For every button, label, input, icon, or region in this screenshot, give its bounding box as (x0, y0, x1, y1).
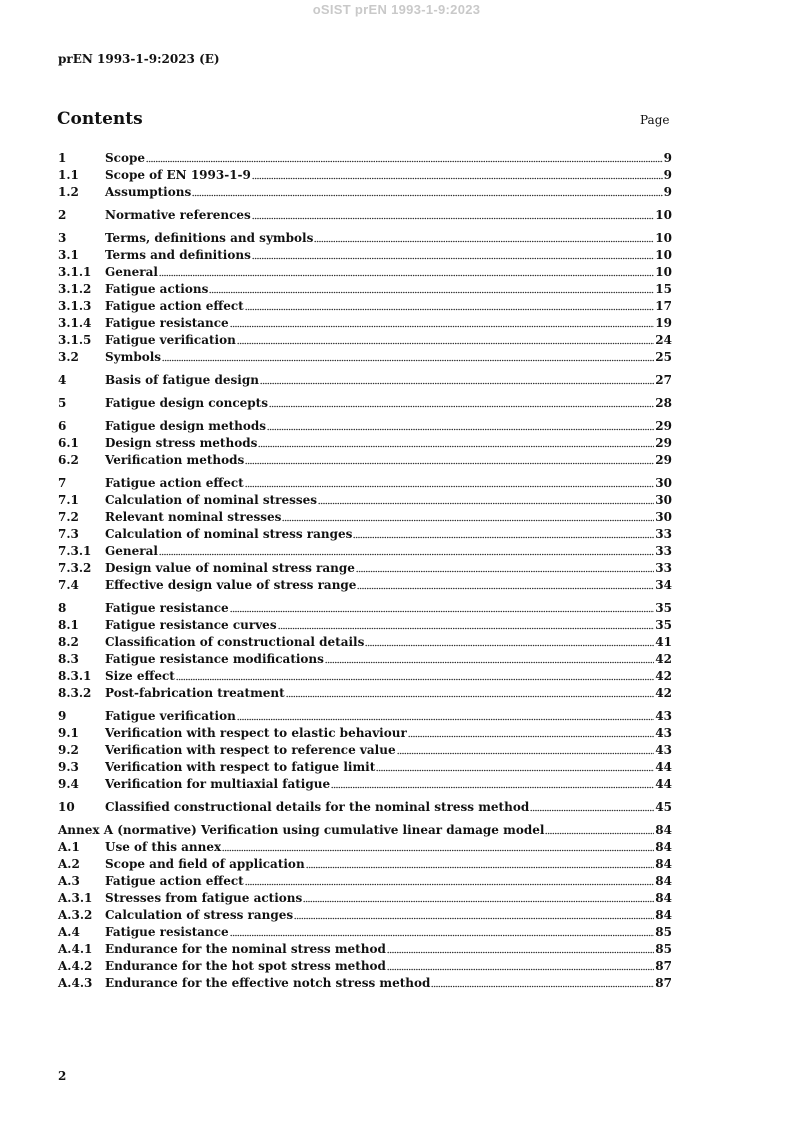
toc-entry-title: Fatigue action effect (105, 299, 244, 313)
toc-entry-number: 6.1 (58, 436, 79, 450)
toc-entry[interactable] (58, 890, 672, 907)
dot-leader (245, 308, 655, 311)
toc-entry-title: Annex A (normative) Verification using cumulative linear damage model (58, 823, 545, 837)
dot-leader (530, 809, 654, 812)
dot-leader (209, 291, 654, 294)
toc-entry-title: Classified constructional details for the nominal stress method (105, 800, 530, 814)
toc-entry-number: 9.1 (58, 726, 79, 740)
dot-leader (408, 735, 655, 738)
toc-entry-number: 8.3 (58, 652, 79, 666)
toc-entry-page: 25 (655, 350, 672, 364)
toc-entry[interactable] (58, 207, 672, 224)
toc-entry-title: Verification with respect to reference value (105, 743, 396, 757)
toc-entry-number: 1.2 (58, 185, 79, 199)
toc-entry[interactable] (58, 907, 672, 924)
toc-entry-title: Endurance for the nominal stress method (105, 942, 386, 956)
dot-leader (176, 678, 654, 681)
toc-entry-title: Fatigue verification (105, 709, 236, 723)
toc-entry-page: 85 (655, 942, 672, 956)
toc-entry-number: 1 (58, 151, 67, 165)
toc-entry-page: 33 (655, 544, 672, 558)
toc-entry-number: 8.2 (58, 635, 79, 649)
toc-entry-page: 43 (655, 709, 672, 723)
toc-entry[interactable] (58, 452, 672, 469)
toc-entry-title: Scope and field of application (105, 857, 305, 871)
toc-entry-title: Post-fabrication treatment (105, 686, 285, 700)
dot-leader (146, 160, 663, 163)
toc-entry-page: 43 (655, 726, 672, 740)
dot-leader (318, 502, 654, 505)
dot-leader (260, 382, 654, 385)
toc-entry-page: 84 (655, 857, 672, 871)
toc-entry-title: Stresses from fatigue actions (105, 891, 303, 905)
toc-entry-number: A.3 (58, 874, 80, 888)
toc-entry[interactable] (58, 230, 672, 247)
dot-leader (258, 445, 654, 448)
toc-entry-number: 7.1 (58, 493, 79, 507)
toc-entry-number: 8.3.2 (58, 686, 92, 700)
dot-leader (237, 718, 655, 721)
toc-entry-number: A.4.1 (58, 942, 93, 956)
toc-entry-title: Basis of fatigue design (105, 373, 259, 387)
dot-leader (353, 536, 654, 539)
dot-leader (237, 342, 655, 345)
dot-leader (331, 786, 654, 789)
toc-entry[interactable] (58, 725, 672, 742)
toc-entry-page: 41 (655, 635, 672, 649)
toc-entry[interactable] (58, 708, 672, 725)
toc-entry-number: 3.1 (58, 248, 79, 262)
toc-entry-number: A.2 (58, 857, 80, 871)
toc-entry-page: 9 (663, 151, 672, 165)
toc-entry-title: Calculation of nominal stresses (105, 493, 317, 507)
toc-entry-title: Fatigue verification (105, 333, 236, 347)
toc-entry-title: Terms, definitions and symbols (105, 231, 314, 245)
toc-entry-number: 9.2 (58, 743, 79, 757)
toc-entry-annex[interactable] (58, 822, 672, 839)
toc-entry-title: General (105, 544, 158, 558)
page-number: 2 (58, 1069, 67, 1083)
toc-entry-page: 84 (655, 840, 672, 854)
dot-leader (267, 428, 654, 431)
toc-entry[interactable] (58, 577, 672, 594)
toc-entry-page: 42 (655, 652, 672, 666)
toc-entry-title: Effective design value of stress range (105, 578, 357, 592)
toc-entry-page: 85 (655, 925, 672, 939)
toc-entry-page: 35 (655, 618, 672, 632)
dot-leader (159, 274, 654, 277)
toc-entry-title: Fatigue resistance (105, 925, 229, 939)
toc-entry-page: 44 (655, 777, 672, 791)
toc-entry-page: 34 (655, 578, 672, 592)
dot-leader (230, 934, 655, 937)
table-of-contents (58, 150, 672, 992)
toc-entry-page: 29 (655, 453, 672, 467)
toc-entry-number: 10 (58, 800, 75, 814)
dot-leader (282, 519, 654, 522)
toc-entry-title: Symbols (105, 350, 162, 364)
document-id: prEN 1993-1-9:2023 (E) (58, 52, 220, 66)
toc-entry-title: Verification for multiaxial fatigue (105, 777, 331, 791)
toc-entry[interactable] (58, 526, 672, 543)
toc-entry-title: Fatigue action effect (105, 476, 244, 490)
toc-entry-number: A.3.2 (58, 908, 93, 922)
dot-leader (387, 968, 654, 971)
toc-entry-number: 8.3.1 (58, 669, 92, 683)
watermark-text: oSIST prEN 1993-1-9:2023 (312, 2, 481, 17)
toc-entry-title: Fatigue design concepts (105, 396, 268, 410)
toc-entry-number: 7.3 (58, 527, 79, 541)
toc-entry-page: 17 (655, 299, 672, 313)
toc-entry-number: 1.1 (58, 168, 79, 182)
toc-entry[interactable] (58, 264, 672, 281)
toc-entry[interactable] (58, 634, 672, 651)
toc-entry[interactable] (58, 150, 672, 167)
toc-entry-title: Design stress methods (105, 436, 258, 450)
toc-entry-page: 10 (655, 231, 672, 245)
toc-entry-number: 3.1.2 (58, 282, 92, 296)
toc-entry[interactable] (58, 975, 672, 992)
dot-leader (431, 985, 654, 988)
dot-leader (387, 951, 654, 954)
toc-entry-page: 10 (655, 265, 672, 279)
toc-entry-number: 4 (58, 373, 67, 387)
toc-entry-number: 3.1.1 (58, 265, 92, 279)
toc-entry[interactable] (58, 509, 672, 526)
toc-entry[interactable] (58, 799, 672, 816)
contents-heading: Contents (57, 109, 143, 129)
toc-entry-title: Fatigue action effect (105, 874, 244, 888)
toc-entry[interactable] (58, 247, 672, 264)
toc-entry-number: 9.4 (58, 777, 79, 791)
dot-leader (545, 832, 654, 835)
toc-entry-page: 24 (655, 333, 672, 347)
toc-entry[interactable] (58, 776, 672, 793)
toc-entry-number: 7.3.2 (58, 561, 92, 575)
toc-entry[interactable] (58, 742, 672, 759)
toc-entry[interactable] (58, 435, 672, 452)
toc-entry-page: 28 (655, 396, 672, 410)
toc-entry[interactable] (58, 839, 672, 856)
toc-entry[interactable] (58, 560, 672, 577)
toc-entry-number: 3.1.3 (58, 299, 92, 313)
toc-entry-title: Fatigue design methods (105, 419, 267, 433)
toc-entry-page: 45 (655, 800, 672, 814)
toc-entry-number: 7.3.1 (58, 544, 92, 558)
toc-entry-number: 8.1 (58, 618, 79, 632)
toc-entry[interactable] (58, 759, 672, 776)
dot-leader (252, 217, 655, 220)
toc-entry-page: 44 (655, 760, 672, 774)
dot-leader (230, 610, 655, 613)
toc-entry-title: Verification methods (105, 453, 245, 467)
toc-entry-page: 9 (663, 168, 672, 182)
dot-leader (357, 587, 654, 590)
toc-entry-title: General (105, 265, 158, 279)
toc-entry-number: 3.1.5 (58, 333, 92, 347)
dot-leader (245, 462, 654, 465)
dot-leader (376, 769, 654, 772)
toc-entry-number: 6 (58, 419, 67, 433)
toc-entry-number: 9 (58, 709, 67, 723)
toc-entry-title: Terms and definitions (105, 248, 251, 262)
toc-entry-page: 87 (655, 959, 672, 973)
toc-entry[interactable] (58, 372, 672, 389)
dot-leader (365, 644, 654, 647)
toc-entry-title: Size effect (105, 669, 175, 683)
toc-entry-number: 7.4 (58, 578, 79, 592)
toc-entry-title: Endurance for the hot spot stress method (105, 959, 386, 973)
dot-leader (192, 194, 662, 197)
toc-entry-title: Fatigue actions (105, 282, 209, 296)
toc-entry[interactable] (58, 167, 672, 184)
toc-entry-page: 43 (655, 743, 672, 757)
toc-entry[interactable] (58, 475, 672, 492)
toc-entry-title: Fatigue resistance curves (105, 618, 277, 632)
toc-entry-number: A.3.1 (58, 891, 93, 905)
toc-entry[interactable] (58, 873, 672, 890)
toc-entry[interactable] (58, 543, 672, 560)
toc-entry-title: Assumptions (105, 185, 192, 199)
toc-entry[interactable] (58, 856, 672, 873)
toc-entry-page: 9 (663, 185, 672, 199)
toc-entry[interactable] (58, 298, 672, 315)
toc-entry-page: 29 (655, 419, 672, 433)
toc-entry-number: 9.3 (58, 760, 79, 774)
toc-entry-page: 33 (655, 527, 672, 541)
toc-entry-title: Normative references (105, 208, 251, 222)
toc-entry-page: 30 (655, 493, 672, 507)
dot-leader (278, 627, 655, 630)
page-column-label: Page (640, 113, 670, 127)
toc-entry-title: Fatigue resistance (105, 601, 229, 615)
toc-entry-number: A.4.3 (58, 976, 93, 990)
dot-leader (252, 257, 654, 260)
toc-entry[interactable] (58, 941, 672, 958)
toc-entry[interactable] (58, 315, 672, 332)
toc-entry-number: 6.2 (58, 453, 79, 467)
toc-entry-title: Design value of nominal stress range (105, 561, 355, 575)
dot-leader (222, 849, 654, 852)
toc-entry-page: 15 (655, 282, 672, 296)
toc-entry-title: Scope of EN 1993-1-9 (105, 168, 251, 182)
toc-entry-number: 5 (58, 396, 67, 410)
dot-leader (325, 661, 654, 664)
dot-leader (306, 866, 655, 869)
toc-entry-number: 2 (58, 208, 67, 222)
toc-entry-number: A.4.2 (58, 959, 93, 973)
dot-leader (252, 177, 663, 180)
toc-entry-title: Fatigue resistance (105, 316, 229, 330)
toc-entry-page: 35 (655, 601, 672, 615)
toc-entry-title: Calculation of nominal stress ranges (105, 527, 353, 541)
dot-leader (294, 917, 654, 920)
toc-entry-title: Calculation of stress ranges (105, 908, 294, 922)
dot-leader (303, 900, 654, 903)
toc-entry-page: 84 (655, 874, 672, 888)
toc-entry[interactable] (58, 617, 672, 634)
toc-entry[interactable] (58, 924, 672, 941)
toc-entry[interactable] (58, 281, 672, 298)
toc-entry-number: A.4 (58, 925, 80, 939)
toc-entry-number: A.1 (58, 840, 80, 854)
toc-entry-title: Fatigue resistance modifications (105, 652, 324, 666)
toc-entry[interactable] (58, 651, 672, 668)
toc-entry[interactable] (58, 395, 672, 412)
toc-entry-page: 84 (655, 823, 672, 837)
toc-entry[interactable] (58, 332, 672, 349)
toc-entry-page: 27 (655, 373, 672, 387)
toc-entry-page: 84 (655, 891, 672, 905)
dot-leader (286, 695, 655, 698)
toc-entry-number: 7 (58, 476, 67, 490)
dot-leader (162, 359, 654, 362)
toc-entry-title: Use of this annex (105, 840, 222, 854)
dot-leader (230, 325, 655, 328)
toc-entry-page: 30 (655, 510, 672, 524)
toc-entry-number: 3 (58, 231, 67, 245)
toc-entry-page: 10 (655, 208, 672, 222)
dot-leader (245, 883, 655, 886)
toc-entry-page: 42 (655, 686, 672, 700)
toc-entry-page: 42 (655, 669, 672, 683)
toc-entry-title: Scope (105, 151, 146, 165)
toc-entry-page: 19 (655, 316, 672, 330)
toc-entry-page: 30 (655, 476, 672, 490)
toc-entry-number: 8 (58, 601, 67, 615)
toc-entry-page: 87 (655, 976, 672, 990)
toc-entry[interactable] (58, 600, 672, 617)
toc-entry[interactable] (58, 958, 672, 975)
toc-entry-page: 29 (655, 436, 672, 450)
toc-entry-number: 7.2 (58, 510, 79, 524)
dot-leader (397, 752, 655, 755)
toc-entry-page: 10 (655, 248, 672, 262)
toc-entry-title: Endurance for the effective notch stress method (105, 976, 431, 990)
toc-entry-number: 3.1.4 (58, 316, 92, 330)
toc-entry-page: 84 (655, 908, 672, 922)
dot-leader (356, 570, 654, 573)
toc-entry-title: Relevant nominal stresses (105, 510, 282, 524)
toc-entry-title: Classification of constructional details (105, 635, 365, 649)
dot-leader (314, 240, 654, 243)
dot-leader (245, 485, 655, 488)
toc-entry[interactable] (58, 668, 672, 685)
toc-entry[interactable] (58, 418, 672, 435)
toc-entry-number: 3.2 (58, 350, 79, 364)
toc-entry-title: Verification with respect to fatigue limit (105, 760, 376, 774)
dot-leader (269, 405, 654, 408)
toc-entry[interactable] (58, 685, 672, 702)
toc-entry-page: 33 (655, 561, 672, 575)
toc-entry[interactable] (58, 349, 672, 366)
toc-entry-title: Verification with respect to elastic behaviour (105, 726, 407, 740)
toc-entry[interactable] (58, 492, 672, 509)
dot-leader (159, 553, 654, 556)
toc-entry[interactable] (58, 184, 672, 201)
